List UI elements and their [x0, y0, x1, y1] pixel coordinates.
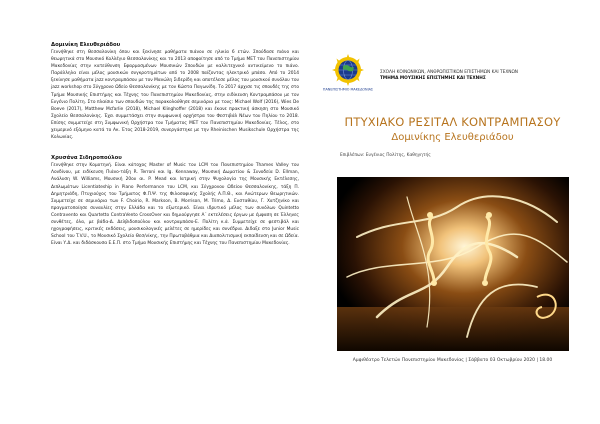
performer-name: Δομινίκης Ελευθεριάδου: [391, 132, 514, 143]
supervisor-line: Επιβλέπων: Ευγένιος Πολίτης, Καθηγητής: [340, 153, 431, 158]
double-bass-photo: [337, 177, 569, 351]
university-logo: [320, 54, 376, 96]
school-name: ΣΧΟΛΗ ΚΟΙΝΩΝΙΚΩΝ, ΑΝΘΡΩΠΙΣΤΙΚΩΝ ΕΠΙΣΤΗΜΩΝ ΚΑΙ ΤΕΧΝΩΝ: [380, 70, 519, 75]
department-name: ΤΜΗΜΑ ΜΟΥΣΙΚΗΣ ΕΠΙΣΤΗΜΗΣ ΚΑΙ ΤΕΧΝΗΣ: [380, 76, 486, 81]
recital-title: ΠΤΥΧΙΑΚΟ ΡΕΣΙΤΑΛ ΚΟΝΤΡΑΜΠΑΣΟΥ: [344, 115, 561, 129]
bio-text: Γεννήθηκε στη Θεσσαλονίκη όπου και ξεκίνησε μαθήματα πιάνου σε ηλικία 6 ετών. Σπούδασε πιάνο και θεωρητικά στο Μουσικό Κολλέγιο Θεσσαλονίκης και το 2013 αποφοίτησε από το Τμήμα ΜΕΤ του Πανεπιστημίου Μακεδονίας στην κατεύθυνση Εφαρμοσμένων Μουσικών Σπουδών με καλλιτεχνικό αντικείμενο το πιάνο. Παράλληλα είναι μέλος μουσικών συγκροτημάτων από το 2008 παίζοντας ηλεκτρικό μπάσο. Από το 2014 ξεκίνησε μαθήματα jazz κοντραμπάσου με τον Μανώλη Σιδερίδη και αποτέλεσε μέλος του μουσικού συνόλου του jazz workshop στο Σύγχρονο Ωδείο Θεσσαλονίκης με τον Κώστα Παγωνίδη. Το 2017 άρχισε τις σπουδές της στο Τμήμα Μουσικής Επιστήμης και Τέχνης του Πανεπιστημίου Μακεδονίας, στην ειδίκευση Κοντραμπάσου με τον Ευγένιο Πολίτη. Στο πλαίσιο των σπουδών της παρακολούθησε σεμινάρια με τους: Michael Wolf (2016), Wies De Boeve (2017), Matthew Mcfarlie (2018), Michael Klinghoffer (2018) και έκανε πρακτική άσκηση στο Μουσικό Σχολείο Θεσσαλονίκης. Έχει συμμετάσχει στην συμφωνική ορχήστρα του Φεστιβάλ Νέων του Πηλίου το 2018. Επίσης συμμετείχε στη Συμφωνική Ορχήστρα του Τμήματος ΜΕΤ του Πανεπιστημίου Μακεδονίας. Τέλος, στο χειμερινό εξάμηνο κατά το Ακ. Έτος 2018-2019, συνεργάστηκε με την Rheinischen Musikschule Ορχήστρα της Κολωνίας.: [51, 50, 299, 141]
bio-text: Γεννήθηκε στην Κομοτηνή. Είναι κάτοχος Master of Music του LCM του Πανεπιστημίου Thames Valley του Λονδίνου, με ειδίκευση Πιάνο-τάξη R. Terroni και Ig. Kennaway, Μουσική Δωματίου & Συνοδεία D. Ellman, Ανάλυση W. Williams, Μουσική 20ου αι. P. Mead και Ιατρική στην Ψυχολογία της Μουσικής Εκτέλεσης, Διπλωμάτων Licentiateship in Piano Performance του LCM, και Σύγχρονου Ωδείου Θεσσαλονίκης, τάξη Π. Δημητριάδη, Πτυχιούχος του Τμήματος Φ.Π.Ψ. της Φιλοσοφικής Σχολής Α.Π.Θ., και Ανώτερων Θεωρητικών. Συμμετείχε σε σεμινάρια των F. Choirio, R. Markson, B. Morrison, M. Trimo, Δ. Ευσταθίου, Γ. Χατζηνίκο και πραγματοποίησε συναυλίες στην Ελλάδα και το εξωτερικό. Είναι ιδρυτικό μέλος των συνόλων Quintetto Contravento και Quartetto ContraVento CrossOver και δημιούργησε Α΄ εκτελέσεις έργων με έμφαση σε Έλληνες συνθέτες, όλα, με βάδα-Δ. Δελβιδοπούλου και κοντραμπάσο-Ε. Πολίτη κ.ά. Συμμετείχε σε φεστιβάλ και ηχογραφήσεις, κριτικές εκδόσεις, μουσικολογικές μελέτες σε ημερίδες και συνέδρια. Διδαξε στο Junior Music School του T.V.U., το Μουσικό Σχολείο Θεσ/νίκης, την Πρωτοβάθμια και Διαπολιτισμική εκπαίδευση και σε Ωδεία. Είναι Υ.Δ. και διδάσκουσα Ε.Ε.Π. στο Τμήμα Μουσικής Επιστήμης και Τέχνης του Πανεπιστημίου Μακεδονίας.: [51, 163, 299, 247]
cover-page: [305, 0, 600, 424]
biographies-column: [51, 42, 299, 247]
logo-text: ΠΑΝΕΠΙΣΤΗΜΙΟ ΜΑΚΕΔΟΝΙΑΣ: [322, 87, 374, 92]
bio-name: Δομινίκη Ελευθεριάδου: [51, 42, 121, 48]
bio-name: Χρυσάνα Σιδηροπούλου: [51, 155, 122, 162]
globe-icon: [339, 61, 358, 80]
event-details: Αμφιθέατρο Τελετών Πανεπιστημίου Μακεδονίας | Σάββατο 03 Οκτωβρίου 2020 | 18.00: [352, 358, 553, 363]
bio-section: [51, 42, 299, 141]
school-heading: [380, 70, 590, 82]
bio-section: [51, 155, 299, 247]
